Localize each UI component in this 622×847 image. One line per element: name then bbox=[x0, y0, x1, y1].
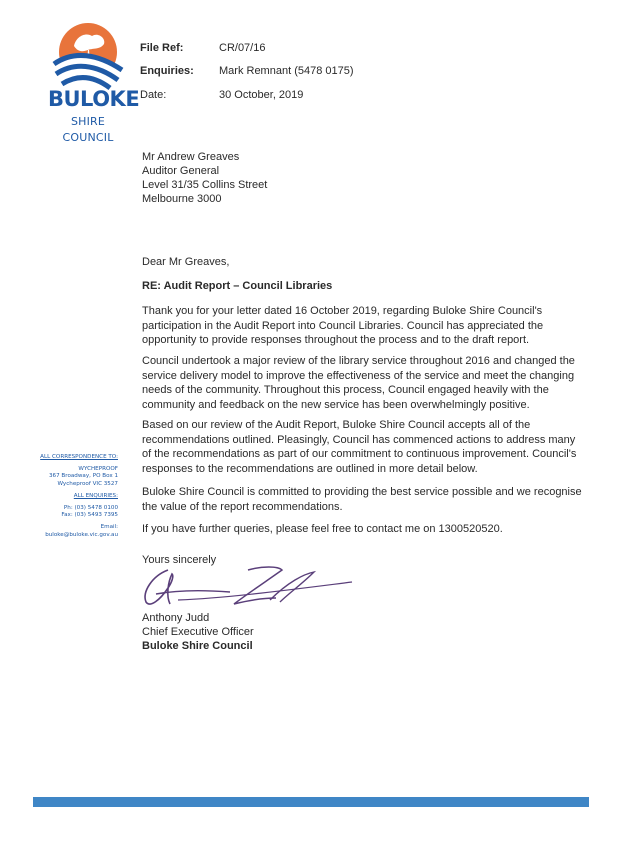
file-ref-value: CR/07/16 bbox=[219, 42, 266, 54]
sidebar-suburb: Wycheproof VIC 3527 bbox=[57, 480, 118, 487]
sidebar-street: 367 Broadway, PO Box 1 bbox=[48, 473, 118, 480]
signer-org: Buloke Shire Council bbox=[142, 640, 253, 652]
enquiries-label: Enquiries: bbox=[140, 65, 194, 77]
date-value: 30 October, 2019 bbox=[219, 89, 304, 101]
date-label: Date: bbox=[140, 89, 167, 101]
sidebar-town: WYCHEPROOF bbox=[78, 466, 118, 473]
paragraph-2: Council undertook a major review of the library service throughout 2016 and changed the service delivery model to improve the effectiveness of the service and meet the changing needs of the community. Throughout this process, Council engaged heavily with the community and feedback on the new service has been overwhelmingly positive. bbox=[142, 355, 575, 411]
paragraph-4: Buloke Shire Council is committed to providing the best service possible and we recognise the value of the report recommendations. bbox=[142, 486, 582, 513]
recipient-address bbox=[142, 150, 267, 206]
enquiries-heading: ALL ENQUIRIES: bbox=[73, 492, 118, 499]
recipient-name: Mr Andrew Greaves bbox=[142, 151, 240, 163]
subject-line: RE: Audit Report – Council Libraries bbox=[142, 280, 333, 292]
closing: Yours sincerely bbox=[142, 554, 217, 566]
footer-bar bbox=[33, 797, 589, 807]
paragraph-5: If you have further queries, please feel free to contact me on 1300520520. bbox=[142, 523, 503, 535]
sidebar-email: Email: buloke@buloke.vic.gov.au bbox=[45, 524, 118, 538]
signer-title: Chief Executive Officer bbox=[142, 626, 254, 638]
sidebar-fax: Fax: (03) 5493 7395 bbox=[61, 512, 118, 519]
council-name-logotype: BULOKE bbox=[48, 87, 140, 111]
paragraph-3: Based on our review of the Audit Report, Buloke Shire Council accepts all of the recommendations outlined. Pleasingly, Council has commenced actions to address many of the recommendations as part of our commitment to continuous improvement. Council's responses to the recommendations are outlined in more detail below. bbox=[142, 419, 577, 475]
recipient-address-line2: Melbourne 3000 bbox=[142, 193, 222, 205]
enquiries-value: Mark Remnant (5478 0175) bbox=[219, 65, 354, 77]
recipient-address-line1: Level 31/35 Collins Street bbox=[142, 179, 268, 191]
signer-name: Anthony Judd bbox=[142, 612, 210, 624]
contact-sidebar bbox=[40, 454, 118, 539]
paragraph-1: Thank you for your letter dated 16 October 2019, regarding Buloke Shire Council's participation in the Audit Report into Council Libraries. Council has appreciated the opportunity to provide responses throughout the process and to the draft report. bbox=[142, 305, 544, 346]
file-ref-label: File Ref: bbox=[140, 42, 184, 54]
salutation: Dear Mr Greaves, bbox=[142, 256, 230, 268]
signature-icon bbox=[138, 560, 358, 614]
correspondence-heading: ALL CORRESPONDENCE TO: bbox=[40, 454, 118, 460]
council-subtitle-logotype: SHIRE COUNCIL bbox=[62, 115, 114, 144]
signer-block bbox=[142, 611, 254, 653]
sidebar-phone: Ph: (03) 5478 0100 bbox=[63, 505, 118, 512]
recipient-title: Auditor General bbox=[142, 165, 220, 177]
